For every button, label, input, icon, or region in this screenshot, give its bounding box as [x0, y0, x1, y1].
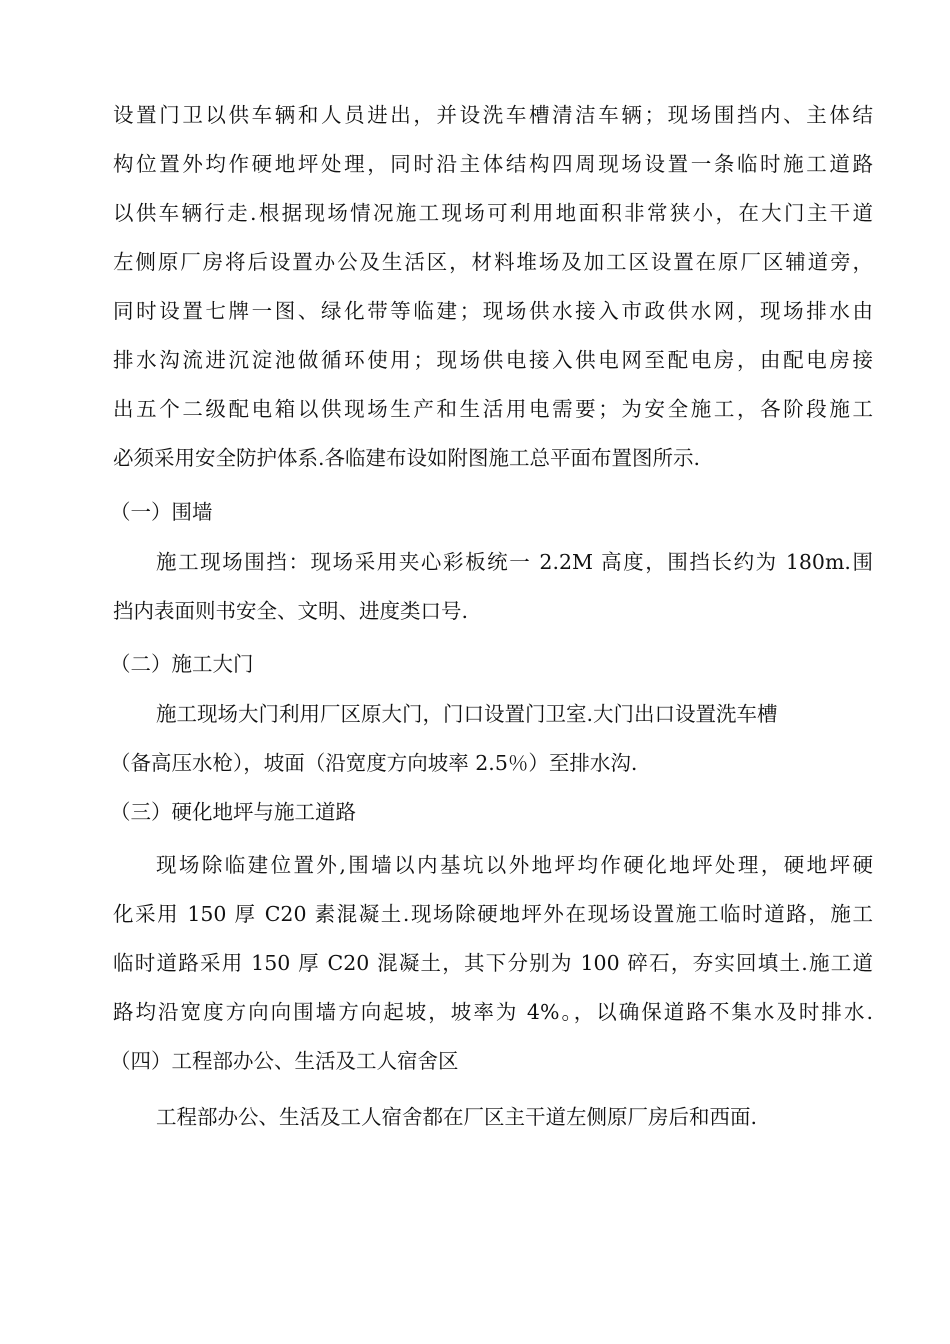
body-text-line: 出五个二级配电箱以供现场生产和生活用电需要；为安全施工，各阶段施工 [113, 397, 873, 421]
body-text-line: 临时道路采用 150 厚 C20 混凝土，其下分别为 100 碎石，夯实回填土.施工道 [113, 951, 873, 975]
section-heading: （四）工程部办公、生活及工人宿舍区 [110, 1049, 459, 1073]
body-text-line: 以供车辆行走.根据现场情况施工现场可利用地面积非常狭小，在大门主干道 [113, 201, 873, 225]
body-text-line: （备高压水枪），坡面（沿宽度方向坡率 2.5％）至排水沟. [110, 751, 638, 775]
body-text-line: 设置门卫以供车辆和人员进出，并设洗车槽清洁车辆；现场围挡内、主体结 [113, 103, 873, 127]
body-text-line: 路均沿宽度方向向围墙方向起坡，坡率为 4%。，以确保道路不集水及时排水. [113, 1000, 873, 1024]
section-heading: （二）施工大门 [110, 652, 254, 676]
body-text-line: 施工现场大门利用厂区原大门，门口设置门卫室.大门出口设置洗车槽 [156, 702, 778, 726]
body-text-line: 工程部办公、生活及工人宿舍都在厂区主干道左侧原厂房后和西面. [156, 1105, 758, 1129]
body-text-line: 必须采用安全防护体系.各临建布设如附图施工总平面布置图所示. [113, 446, 701, 470]
body-text-line: 构位置外均作硬地坪处理，同时沿主体结构四周现场设置一条临时施工道路 [113, 152, 873, 176]
body-text-line: 施工现场围挡：现场采用夹心彩板统一 2.2M 高度，围挡长约为 180m.围 [156, 550, 873, 574]
body-text-line: 现场除临建位置外,围墙以内基坑以外地坪均作硬化地坪处理，硬地坪硬 [156, 853, 873, 877]
body-text-line: 同时设置七牌一图、绿化带等临建；现场供水接入市政供水网，现场排水由 [113, 299, 873, 323]
body-text-line: 化采用 150 厚 C20 素混凝土.现场除硬地坪外在现场设置施工临时道路，施工 [113, 902, 873, 926]
section-heading: （三）硬化地坪与施工道路 [110, 800, 356, 824]
body-text-line: 排水沟流进沉淀池做循环使用；现场供电接入供电网至配电房，由配电房接 [113, 348, 873, 372]
body-text-line: 左侧原厂房将后设置办公及生活区，材料堆场及加工区设置在原厂区辅道旁， [113, 250, 873, 274]
section-heading: （一）围墙 [110, 500, 213, 524]
body-text-line: 挡内表面则书安全、文明、进度类口号. [113, 599, 469, 623]
